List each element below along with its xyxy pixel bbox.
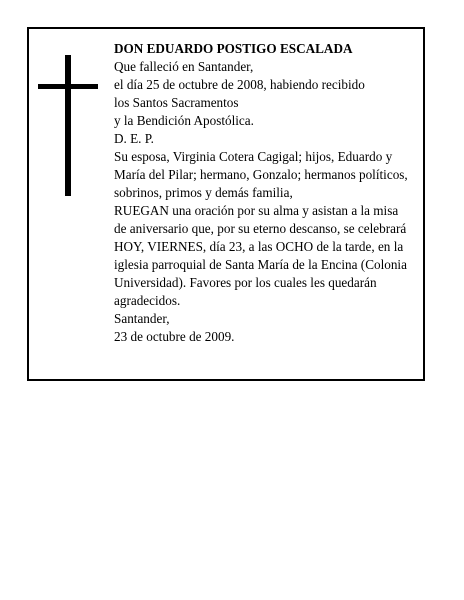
obituary-notice-text: [114, 40, 420, 346]
notice-line: D. E. P.: [114, 131, 154, 146]
notice-line: de aniversario que, por su eterno descanso, se celebrará: [114, 221, 407, 236]
notice-line: María del Pilar; hermano, Gonzalo; hermanos políticos,: [114, 167, 408, 182]
notice-line: 23 de octubre de 2009.: [114, 329, 235, 344]
notice-line: los Santos Sacramentos: [114, 95, 239, 110]
notice-line: Universidad). Favores por los cuales les quedarán: [114, 275, 377, 290]
notice-line: Santander,: [114, 311, 170, 326]
notice-line: agradecidos.: [114, 293, 181, 308]
cross-icon-crossbar: [38, 84, 98, 89]
notice-line: el día 25 de octubre de 2008, habiendo recibido: [114, 77, 365, 92]
notice-line: Que falleció en Santander,: [114, 59, 254, 74]
deceased-name: DON EDUARDO POSTIGO ESCALADA: [114, 41, 353, 56]
notice-line: sobrinos, primos y demás familia,: [114, 185, 293, 200]
cross-icon: [65, 55, 71, 196]
notice-line: Su esposa, Virginia Cotera Cagigal; hijos, Eduardo y: [114, 149, 393, 164]
notice-line: y la Bendición Apostólica.: [114, 113, 254, 128]
notice-line: HOY, VIERNES, día 23, a las OCHO de la tarde, en la: [114, 239, 404, 254]
notice-line: iglesia parroquial de Santa María de la Encina (Colonia: [114, 257, 407, 272]
notice-line: RUEGAN una oración por su alma y asistan a la misa: [114, 203, 399, 218]
